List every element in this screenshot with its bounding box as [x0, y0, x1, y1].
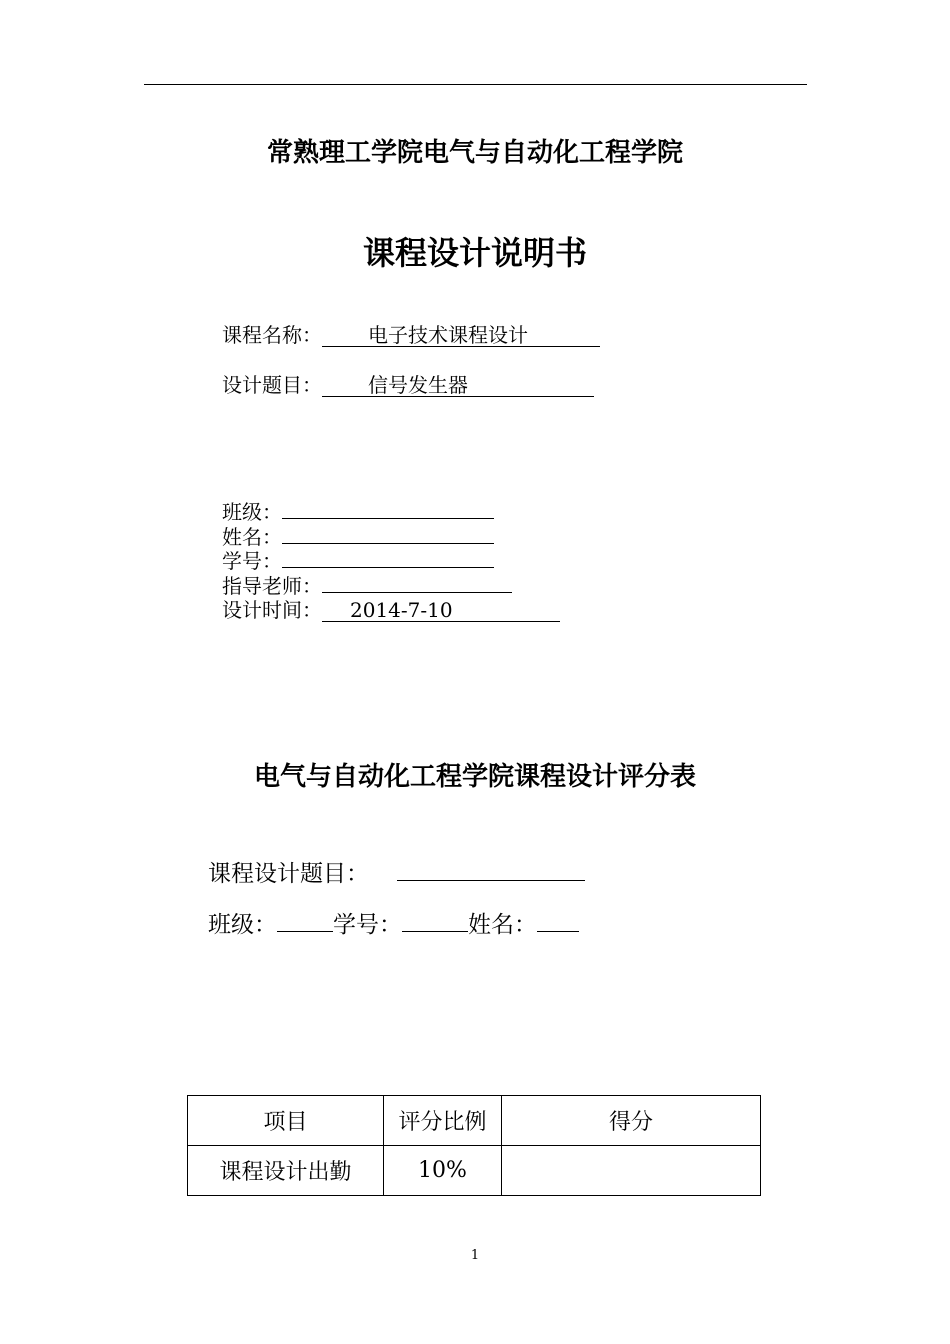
advisor-blank [322, 572, 512, 593]
score-table-header-item: 项目 [188, 1096, 384, 1146]
student-id-line [222, 547, 494, 574]
score-table-cell-score[interactable] [502, 1146, 761, 1196]
score-table [187, 1095, 761, 1196]
course-name-value: 电子技术课程设计 [322, 324, 600, 347]
student-id-blank [282, 547, 494, 568]
score-table-header-row [188, 1096, 761, 1146]
score-table-cell-ratio: 10% [384, 1146, 502, 1196]
score-info-line [208, 907, 579, 940]
student-name-line [222, 523, 494, 550]
class-blank [282, 498, 494, 519]
design-topic-line [222, 372, 594, 398]
score-table-header-ratio: 评分比例 [384, 1096, 502, 1146]
score-name-blank [537, 907, 579, 932]
class-line [222, 498, 494, 525]
design-topic-value: 信号发生器 [322, 374, 594, 397]
score-sheet-title: 电气与自动化工程学院课程设计评分表 [253, 762, 696, 792]
course-name-line [222, 322, 600, 348]
score-topic-blank [397, 856, 585, 881]
score-topic-line [208, 856, 585, 889]
table-row [188, 1146, 761, 1196]
student-name-label: 姓名： [222, 525, 282, 549]
document-title: 课程设计说明书 [362, 234, 587, 272]
student-name-blank [282, 523, 494, 544]
advisor-label: 指导老师： [222, 574, 322, 598]
score-table-header-score: 得分 [502, 1096, 761, 1146]
score-name-label: 姓名： [468, 912, 537, 938]
score-topic-label: 课程设计题目： [208, 861, 369, 887]
design-time-label: 设计时间： [222, 598, 322, 622]
student-id-label: 学号： [222, 549, 282, 573]
design-time-value: 2014-7-10 [322, 599, 560, 622]
college-name: 常熟理工学院电气与自动化工程学院 [266, 138, 683, 168]
class-label: 班级： [222, 500, 282, 524]
advisor-line [222, 572, 512, 599]
score-class-blank [277, 907, 333, 932]
design-time-line [222, 597, 560, 623]
score-id-label: 学号： [333, 912, 402, 938]
score-table-cell-item: 课程设计出勤 [188, 1146, 384, 1196]
score-id-blank [402, 907, 468, 932]
page-number: 1 [470, 1248, 480, 1263]
design-topic-label: 设计题目： [222, 373, 322, 397]
score-class-label: 班级： [208, 912, 277, 938]
header-rule [144, 84, 807, 85]
course-name-label: 课程名称： [222, 323, 322, 347]
